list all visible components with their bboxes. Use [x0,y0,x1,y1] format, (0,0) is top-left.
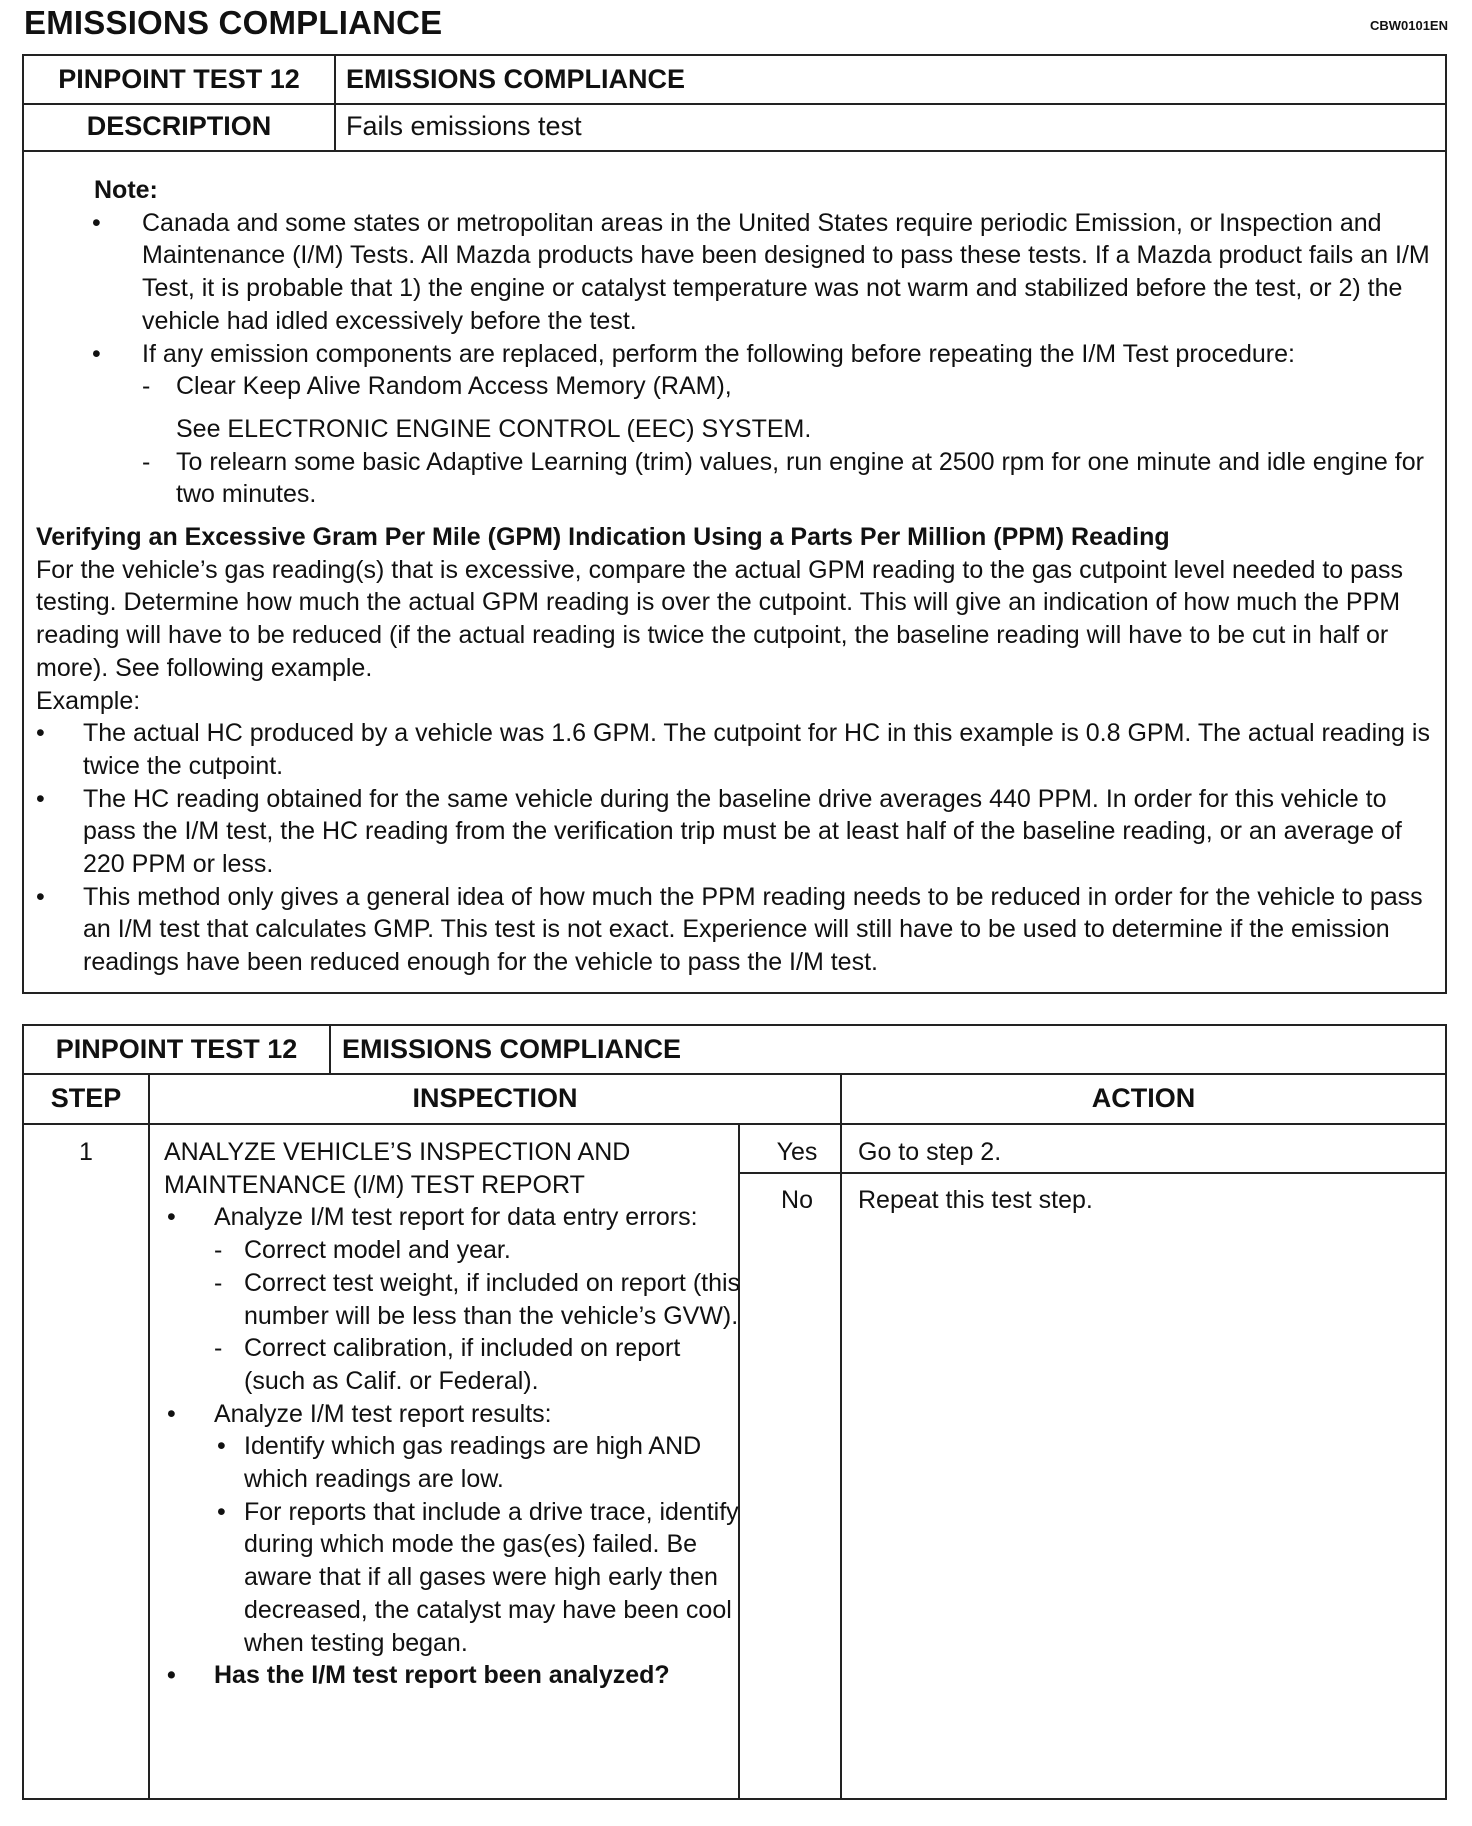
note-bullet [36,338,1433,512]
step-column-divider [148,1123,150,1798]
inspection-dash-list [214,1234,744,1398]
inspection-cell [164,1136,744,1692]
note-dash-text: - Clear Keep Alive Random Access Memory (RAM), [176,372,732,401]
note-bullet-text: If any emission components are replaced, perform the following before repeating the I/M Test procedure: [142,339,1295,368]
step-table [22,1024,1447,1800]
example-bullet: • The actual HC produced by a vehicle was 1.6 GPM. The cutpoint for HC in this example is 0.8 GPM. The actual reading is twice the cutpoint. [36,717,1433,782]
example-label: Example: [36,686,141,715]
inspection-sub-item: • Identify which gas readings are high AND which readings are low. [214,1430,744,1495]
note-dash-list [142,370,1433,511]
note-dash-reference: See ELECTRONIC ENGINE CONTROL (EEC) SYSTEM. [176,414,812,443]
inspection-bullet [164,1398,744,1660]
note-bullet: • Canada and some states or metropolitan areas in the United States require periodic Emission, or Inspection and Maintenance (I/M) Tests. All Mazda products have been designed to pass these tests. If a Mazda product fails an I/M Test, it is probable that 1) the engine or catalyst temperature was not warm and stabilized before the test, or 2) the vehicle had idled excessively before the test. [36,207,1433,338]
yes-label: Yes [776,1138,818,1166]
inspection-sub-item: • For reports that include a drive trace, identify during which mode the gas(es) failed. Be aware that if all gases were high early then decreased, the catalyst may have been cool when testing began. [214,1496,744,1660]
no-action: Repeat this test step. [858,1186,1093,1214]
inspection-heading: ANALYZE VEHICLE’S INSPECTION AND MAINTENANCE (I/M) TEST REPORT [164,1138,631,1199]
verify-title: Verifying an Excessive Gram Per Mile (GPM) Indication Using a Parts Per Million (PPM) Reading [36,523,1170,552]
action-column-divider [840,1123,842,1798]
step-table-header-row [24,1073,1445,1125]
inspection-bullet-text: Analyze I/M test report results: [214,1399,552,1428]
col-action-header: ACTION [1091,1082,1196,1113]
pinpoint-value: EMISSIONS COMPLIANCE [346,64,686,94]
yes-action: Go to step 2. [858,1138,1002,1166]
note-dash-item [142,370,1433,445]
col-step-header: STEP [24,1073,150,1123]
description-label: DESCRIPTION [24,103,336,150]
step-number: 1 [79,1138,93,1166]
yes-row-divider [738,1172,1445,1174]
description-row [24,103,1445,152]
description-body [24,152,1445,992]
step-table-pinpoint-value: EMISSIONS COMPLIANCE [342,1034,682,1064]
inspection-list [164,1201,744,1692]
document-code: CBW0101EN [1369,18,1448,33]
note-dash-item: - To relearn some basic Adaptive Learning (trim) values, run engine at 2500 rpm for one minute and idle engine for two minutes. [142,446,1433,511]
inspection-question: • Has the I/M test report been analyzed? [164,1659,744,1692]
description-value: Fails emissions test [346,111,582,141]
verify-text: For the vehicle’s gas reading(s) that is excessive, compare the actual GPM reading to the gas cutpoint level needed to pass testing. Determine how much the actual GPM reading is over the cutpoint. This will give an indication of how much the PPM reading will have to be reduced (if the actual reading is twice the cutpoint, the baseline reading will have to be cut in half or more). See following example. [36,555,1403,682]
inspection-dash-item: - Correct calibration, if included on report (such as Calif. or Federal). [214,1332,744,1397]
note-list [36,207,1433,511]
note-title: Note: [94,176,158,204]
inspection-dash-item: - Correct model and year. [214,1234,744,1267]
example-list [36,717,1433,979]
step-table-title-row [24,1026,1445,1075]
example-bullet: • The HC reading obtained for the same vehicle during the baseline drive averages 440 PPM. In order for this vehicle to pass the I/M test, the HC reading from the verification trip must be at least half of the baseline reading, or an average of 220 PPM or less. [36,783,1433,881]
example-bullet: • This method only gives a general idea of how much the PPM reading needs to be reduced in order for the vehicle to pass an I/M test that calculates GMP. This test is not exact. Experience will still have to be used to determine if the emission readings have been reduced enough for the vehicle to pass the I/M test. [36,881,1433,979]
pinpoint-label: PINPOINT TEST 12 [24,56,336,103]
step-table-pinpoint-label: PINPOINT TEST 12 [24,1026,331,1073]
inspection-dash-item: - Correct test weight, if included on report (this number will be less than the vehicle’s GVW). [214,1267,744,1332]
col-inspection-header: INSPECTION [150,1073,842,1123]
inspection-bullet-text: Analyze I/M test report for data entry errors: [214,1203,698,1232]
inspection-sub-list [214,1430,744,1659]
pinpoint-row [24,56,1445,105]
page-title: EMISSIONS COMPLIANCE [24,4,443,41]
description-box [22,54,1447,994]
no-label: No [781,1186,813,1214]
inspection-bullet [164,1201,744,1397]
